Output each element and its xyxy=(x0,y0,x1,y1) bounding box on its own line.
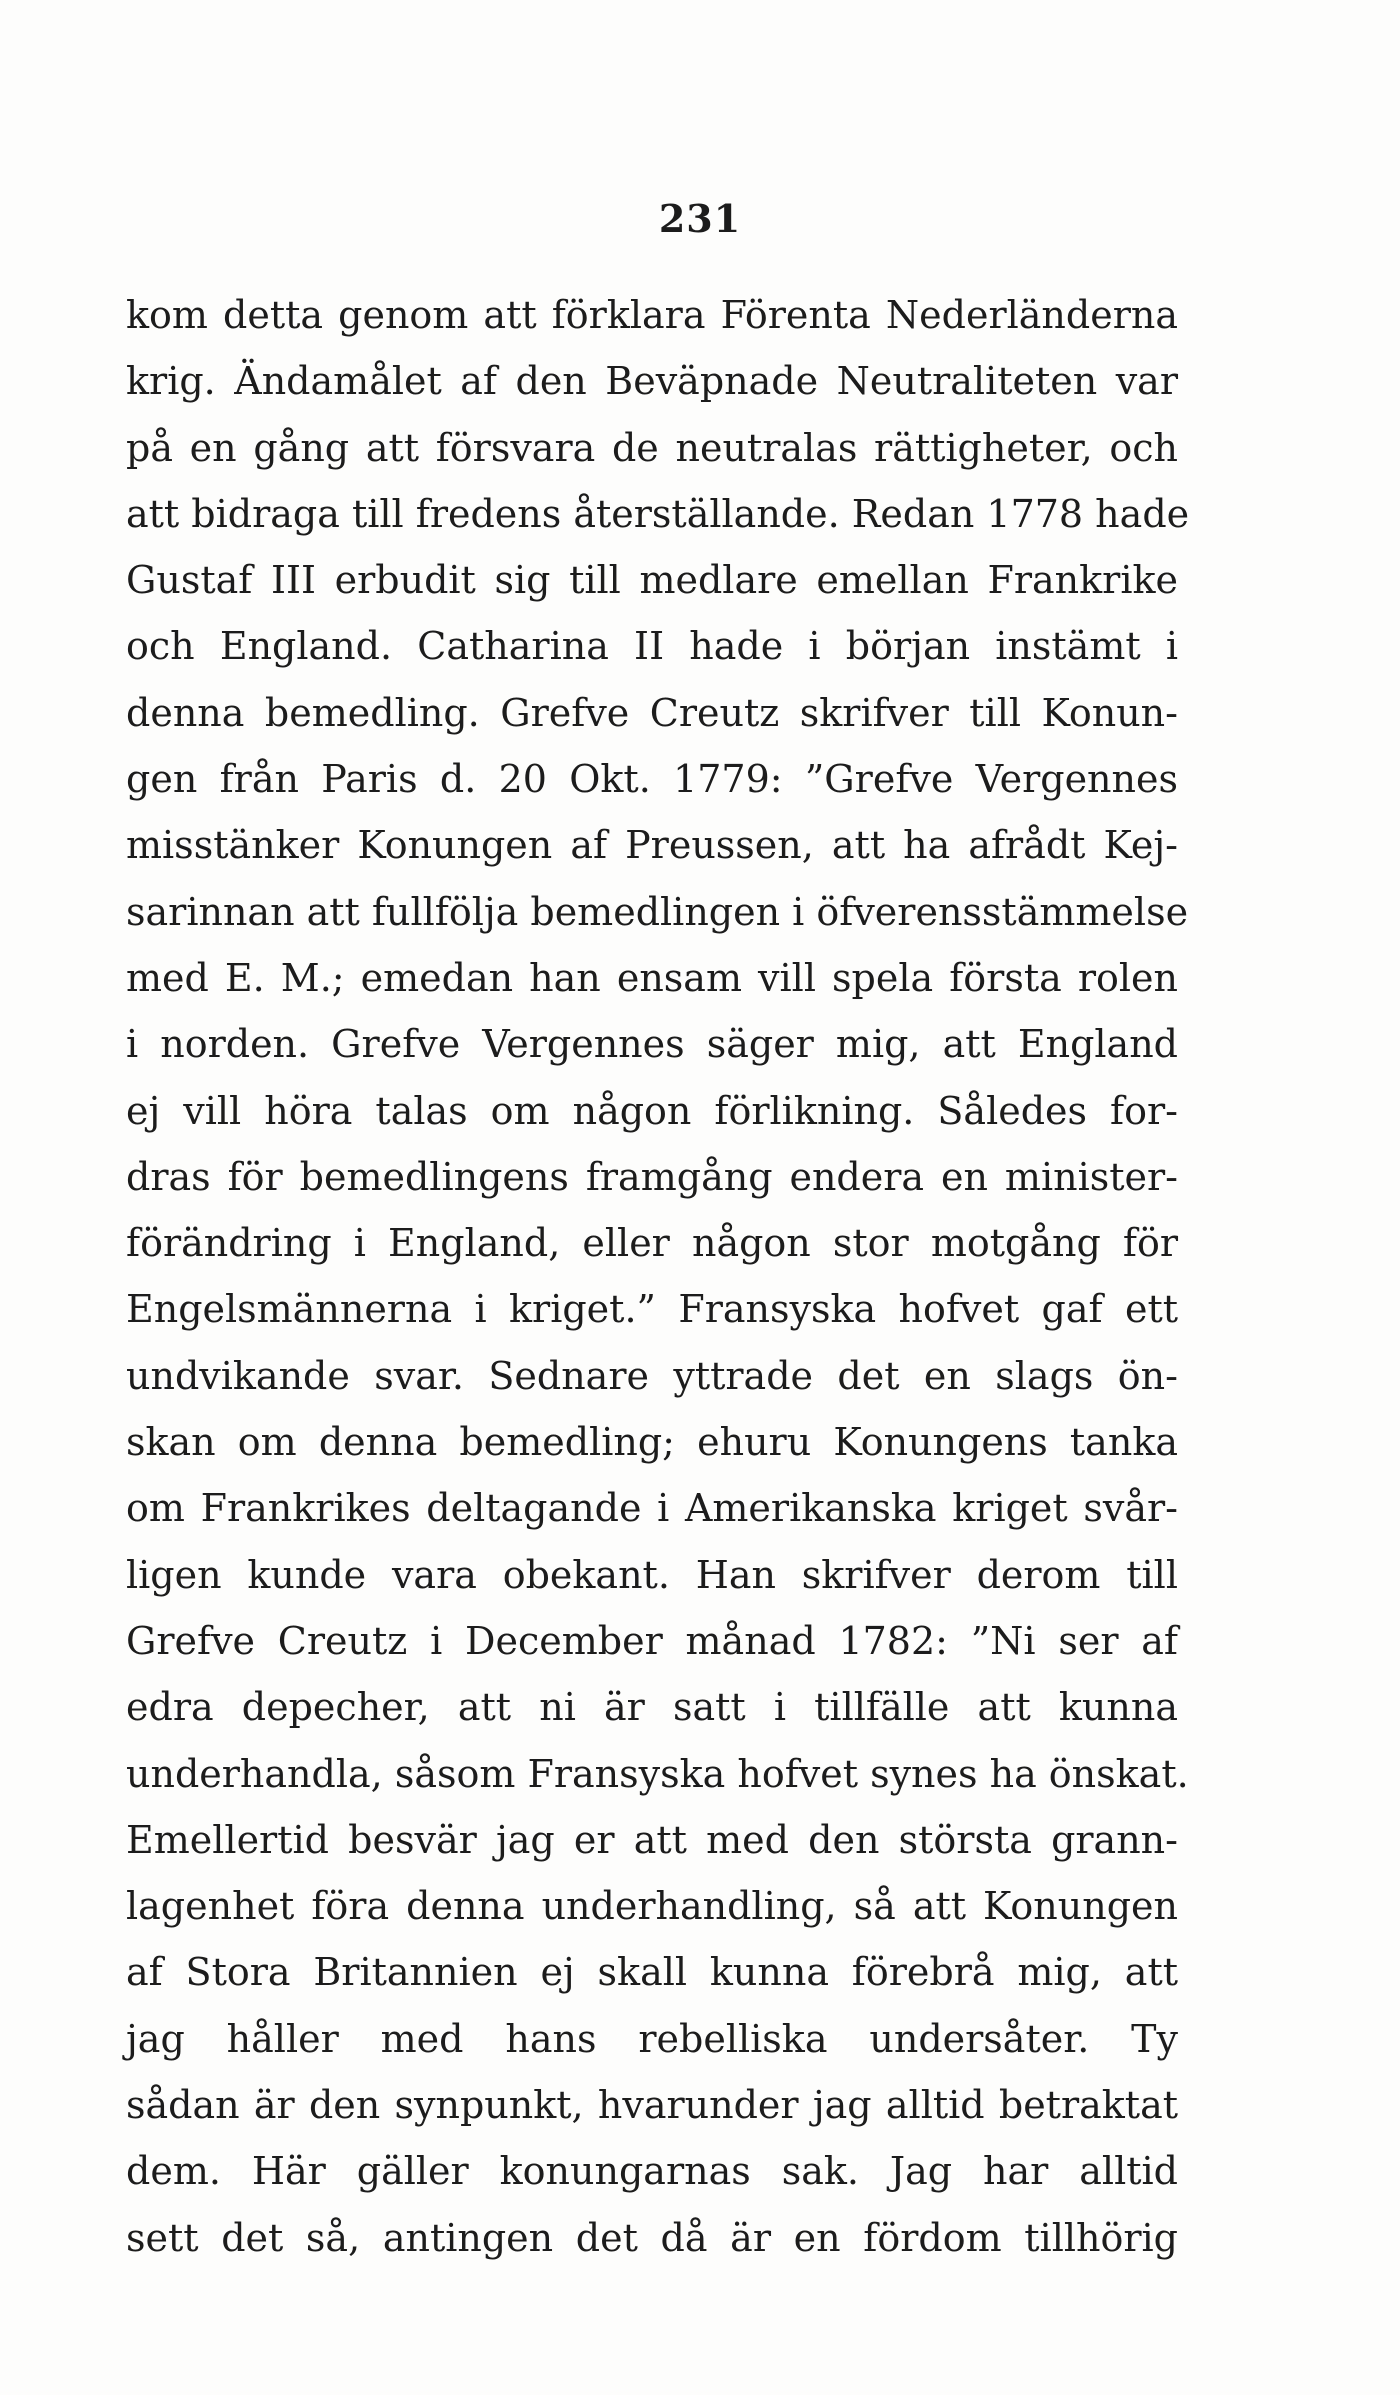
text-line: dras för bemedlingens framgång endera en minister- xyxy=(126,1154,1178,1199)
text-line: undvikande svar. Sednare yttrade det en slags ön- xyxy=(126,1353,1178,1398)
text-line: sarinnan att fullfölja bemedlingen i öfverensstämmelse xyxy=(126,889,1189,934)
text-line: underhandla, såsom Fransyska hofvet synes ha önskat. xyxy=(126,1751,1189,1796)
text-line: sett det så, antingen det då är en fördom tillhörig xyxy=(126,2215,1178,2260)
text-line: Engelsmännerna i kriget.” Fransyska hofvet gaf ett xyxy=(126,1287,1178,1332)
text-line: Grefve Creutz i December månad 1782: ”Ni ser af xyxy=(126,1618,1178,1663)
text-line: kom detta genom att förklara Förenta Nederländerna xyxy=(126,293,1178,337)
text-line: sådan är den synpunkt, hvarunder jag alltid betraktat xyxy=(126,2083,1178,2128)
text-line: lagenhet föra denna underhandling, så att Konungen xyxy=(126,1884,1178,1929)
text-line: jag håller med hans rebelliska undersåter. Ty xyxy=(126,2016,1178,2061)
text-line: krig. Ändamålet af den Beväpnade Neutraliteten var xyxy=(126,359,1178,404)
text-line: gen från Paris d. 20 Okt. 1779: ”Grefve Vergennes xyxy=(126,757,1178,802)
text-line: förändring i England, eller någon stor motgång för xyxy=(126,1221,1178,1266)
text-line: om Frankrikes deltagande i Amerikanska kriget svår- xyxy=(126,1486,1178,1531)
text-line: misstänker Konungen af Preussen, att ha afrådt Kej- xyxy=(126,823,1178,868)
text-line: dem. Här gäller konungarnas sak. Jag har alltid xyxy=(126,2149,1178,2194)
text-line: af Stora Britannien ej skall kunna förebrå mig, att xyxy=(126,1950,1178,1995)
text-line: att bidraga till fredens återställande. Redan 1778 hade xyxy=(126,491,1190,536)
text-line: denna bemedling. Grefve Creutz skrifver till Konun- xyxy=(126,690,1178,735)
text-line: i norden. Grefve Vergennes säger mig, att England xyxy=(126,1022,1178,1067)
text-line: Emellertid besvär jag er att med den största grann- xyxy=(126,1817,1178,1862)
text-line: edra depecher, att ni är satt i tillfälle att kunna xyxy=(126,1685,1178,1730)
text-line: med E. M.; emedan han ensam vill spela första rolen xyxy=(126,955,1178,1000)
page-number: 231 xyxy=(658,196,742,241)
text-line: på en gång att försvara de neutralas rättigheter, och xyxy=(126,425,1178,470)
text-line: Gustaf III erbudit sig till medlare emellan Frankrike xyxy=(126,558,1178,603)
body-text xyxy=(126,282,1190,2271)
text-line: ej vill höra talas om någon förlikning. Således for- xyxy=(126,1088,1178,1133)
text-line: och England. Catharina II hade i början instämt i xyxy=(126,624,1178,669)
text-line: skan om denna bemedling; ehuru Konungens tanka xyxy=(126,1420,1178,1465)
text-line: ligen kunde vara obekant. Han skrifver derom till xyxy=(126,1552,1178,1597)
